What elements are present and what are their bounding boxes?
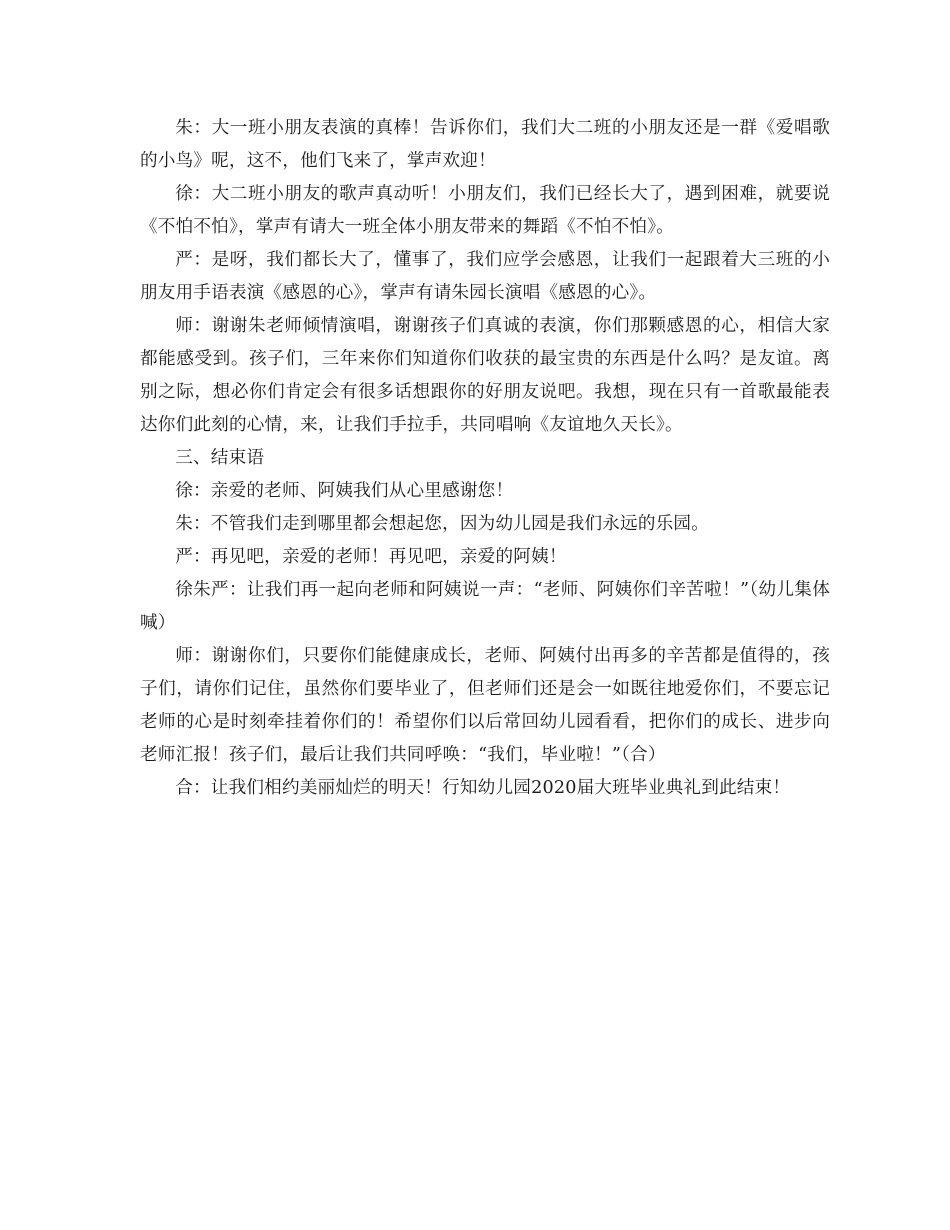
paragraph-xu-thanks: 徐：亲爱的老师、阿姨我们从心里感谢您！ <box>175 481 514 501</box>
paragraph-xu-dance: 徐：大二班小朋友的歌声真动听！小朋友们，我们已经长大了，遇到困难，就要说《不怕不怕》，掌声有请大一班全体小朋友带来的舞蹈《不怕不怕》。 <box>140 184 830 237</box>
document-body <box>140 112 830 805</box>
paragraph-zhu-intro-song: 朱：大一班小朋友表演的真棒！告诉你们，我们大二班的小朋友还是一群《爱唱歌的小鸟》呢，这不，他们飞来了，掌声欢迎！ <box>140 118 830 171</box>
paragraph-all-hosts: 徐朱严：让我们再一起向老师和阿姨说一声：“老师、阿姨你们辛苦啦！”（幼儿集体喊） <box>140 580 830 633</box>
paragraph-all-closing: 合：让我们相约美丽灿烂的明天！行知幼儿园2020届大班毕业典礼到此结束！ <box>175 778 791 798</box>
paragraph-teacher-farewell: 师：谢谢你们，只要你们能健康成长，老师、阿姨付出再多的辛苦都是值得的，孩子们，请你们记住，虽然你们要毕业了，但老师们还是会一如既往地爱你们，不要忘记老师的心是时刻牵挂着你们的！希望你们以后常回幼儿园看看，把你们的成长、进步向老师汇报！孩子们，最后让我们共同呼唤：“我们，毕业啦！”（合） <box>140 646 830 765</box>
paragraph-zhu-remember: 朱：不管我们走到哪里都会想起您，因为幼儿园是我们永远的乐园。 <box>175 514 710 534</box>
paragraph-yan-goodbye: 严：再见吧，亲爱的老师！再见吧，亲爱的阿姨！ <box>175 547 567 567</box>
paragraph-yan-gratitude: 严：是呀，我们都长大了，懂事了，我们应学会感恩，让我们一起跟着大三班的小朋友用手语表演《感恩的心》，掌声有请朱园长演唱《感恩的心》。 <box>140 250 830 303</box>
paragraph-teacher-friendship: 师：谢谢朱老师倾情演唱，谢谢孩子们真诚的表演，你们那颗感恩的心，相信大家都能感受到。孩子们，三年来你们知道你们收获的最宝贵的东西是什么吗？是友谊。离别之际，想必你们肯定会有很多话想跟你的好朋友说吧。我想，现在只有一首歌最能表达你们此刻的心情，来，让我们手拉手，共同唱响《友谊地久天长》。 <box>140 316 830 435</box>
section-heading-closing: 三、结束语 <box>175 448 265 468</box>
